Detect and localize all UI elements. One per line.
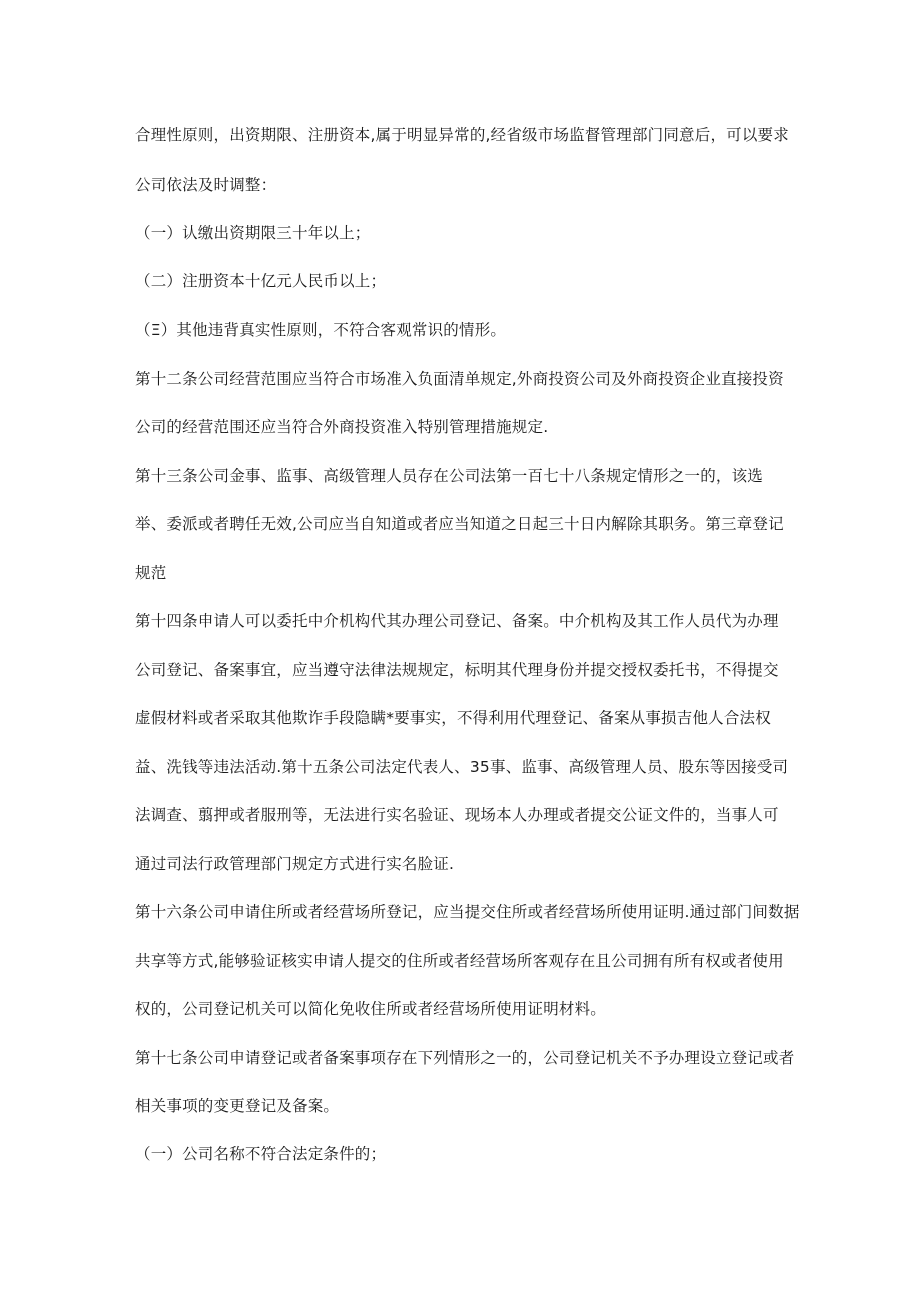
text-line: 第十四条申请人可以委托中介机构代其办理公司登记、备案。中介机构及其工作人员代为办理 [135, 612, 779, 630]
text-line: 权的，公司登记机关可以简化免收住所或者经营场所使用证明材料。 [135, 1000, 607, 1018]
text-line: 规范 [135, 564, 167, 582]
text-line: 法调查、翦押或者服刑等，无法进行实名验证、现场本人办理或者提交公证文件的，当事人可 [135, 806, 779, 824]
text-line: （一）认缴出资期限三十年以上； [135, 224, 371, 242]
text-line: 公司依法及时调整： [135, 176, 277, 194]
text-line: 虚假材料或者采取其他欺诈手段隐瞒*要事实，不得利用代理登记、备案从事损吉他人合法权 [135, 709, 771, 727]
text-line: 公司登记、备案事宜，应当遵守法律法规规定，标明其代理身份并提交授权委托书，不得提交 [135, 661, 779, 679]
text-line: （Ξ）其他违背真实性原则，不符合客观常识的情形。 [135, 321, 507, 339]
text-line: 第十三条公司金事、监事、高级管理人员存在公司法第一百七十八条规定情形之一的，该选 [135, 467, 764, 485]
text-line: 举、委派或者聘任无效,公司应当自知道或者应当知道之日起三十日内解除其职务。第三章登记 [135, 515, 784, 533]
text-line: （一）公司名称不符合法定条件的； [135, 1145, 387, 1163]
text-line: 第十七条公司申请登记或者备案事项存在下列情形之一的，公司登记机关不予办理设立登记或者 [135, 1049, 795, 1067]
text-line: 通过司法行政管理部门规定方式进行实名脸证. [135, 855, 455, 873]
text-line: 共享等方式,能够验证核实申请人提交的住所或者经营场所客观存在且公司拥有所有权或者使用 [135, 952, 784, 970]
text-line: 公司的经营范围还应当符合外商投资准入特别管理措施规定. [135, 418, 549, 436]
text-line: 益、洗钱等违法活动.第十五条公司法定代表人、35事、监事、高级管理人员、股东等因接受司 [135, 758, 789, 776]
text-line: （二）注册资本十亿元人民币以上； [135, 272, 387, 290]
text-line: 第十六条公司申请住所或者经营场所登记，应当提交住所或者经营场所使用证明.通过部门间数据 [135, 903, 800, 921]
text-line: 相关事项的变更登记及备案。 [135, 1097, 340, 1115]
text-line: 合理性原则，出资期限、注册资本,属于明显异常的,经省级市场监督管理部门同意后，可以要求 [135, 126, 789, 144]
text-line: 第十二条公司经营范围应当符合市场准入负面清单规定,外商投资公司及外商投资企业直接投资 [135, 370, 784, 388]
